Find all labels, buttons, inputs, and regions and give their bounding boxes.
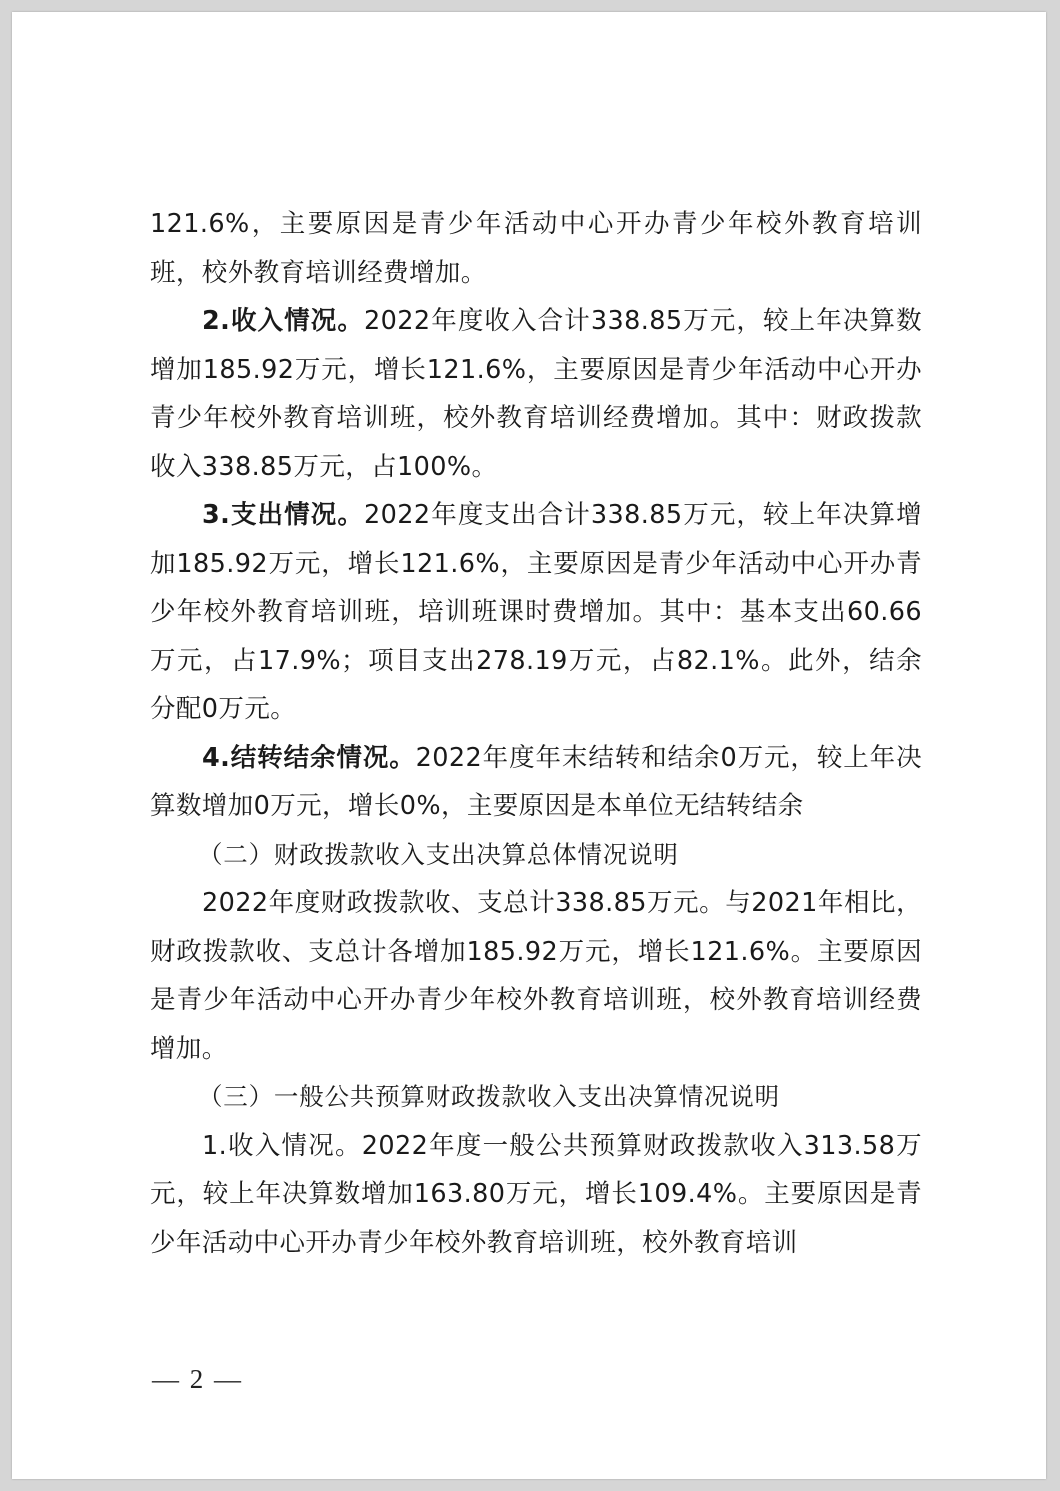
paragraph-carryover bbox=[150, 734, 922, 831]
expenditure-text: 2022年度支出合计338.85万元，较上年决算增加185.92万元，增长121.6%，主要原因是青少年活动中心开办青少年校外教育培训班，培训班课时费增加。其中：基本支出60.66万元，占17.9%；项目支出278.19万元，占82.1%。此外，结余分配0万元。 bbox=[150, 500, 922, 724]
carryover-heading: 4.结转结余情况。 bbox=[202, 742, 416, 773]
paragraph-general-budget-income: 1.收入情况。2022年度一般公共预算财政拨款收入313.58万元，较上年决算数增加163.80万元，增长109.4%。主要原因是青少年活动中心开办青少年校外教育培训班，校外教育培训 bbox=[150, 1130, 922, 1258]
document-page bbox=[12, 12, 1046, 1479]
section-heading-3: （三）一般公共预算财政拨款收入支出决算情况说明 bbox=[198, 1082, 780, 1111]
section-heading-2: （二）财政拨款收入支出决算总体情况说明 bbox=[198, 839, 679, 869]
paragraph-expenditure bbox=[150, 491, 922, 734]
paragraph-continuation: 121.6%，主要原因是青少年活动中心开办青少年校外教育培训班，校外教育培训经费增加。 bbox=[150, 209, 922, 288]
paragraph-income bbox=[150, 297, 922, 491]
paragraph-fiscal-total: 2022年度财政拨款收、支总计338.85万元。与2021年相比，财政拨款收、支总计各增加185.92万元，增长121.6%。主要原因是青少年活动中心开办青少年校外教育培训班，校外教育培训经费增加。 bbox=[150, 888, 922, 1064]
document-body bbox=[150, 200, 922, 1267]
expenditure-heading: 3.支出情况。 bbox=[202, 500, 364, 530]
page-number: — 2 — bbox=[152, 1364, 243, 1394]
income-heading: 2.收入情况。 bbox=[202, 306, 364, 336]
carryover-text: 2022年度年末结转和结余0万元，较上年决算数增加0万元，增长0%，主要原因是本单位无结转结余 bbox=[150, 742, 922, 821]
income-text: 2022年度收入合计338.85万元，较上年决算数增加185.92万元，增长121.6%，主要原因是青少年活动中心开办青少年校外教育培训班，校外教育培训经费增加。其中：财政拨款收入338.85万元，占100%。 bbox=[150, 306, 922, 482]
